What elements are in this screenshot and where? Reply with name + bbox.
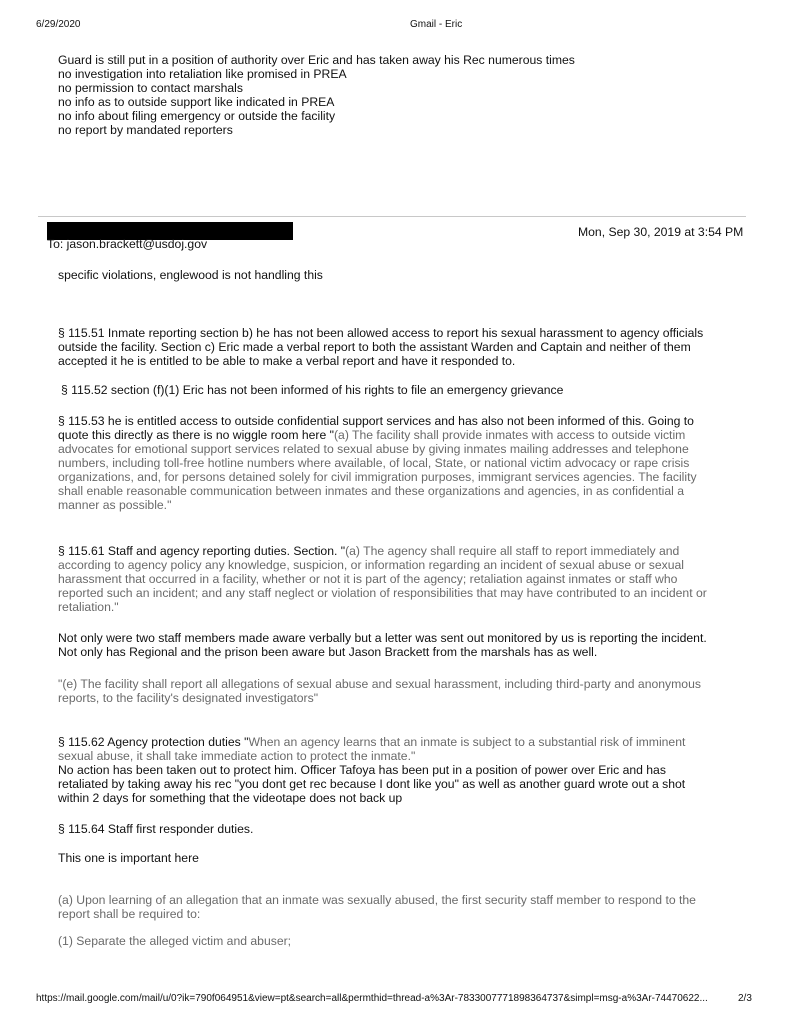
message-divider	[38, 216, 746, 217]
intro-block	[58, 53, 575, 137]
page-number: 2/3	[738, 993, 752, 1004]
message-opening: specific violations, englewood is not handling this	[58, 268, 323, 282]
section-115-51: § 115.51 Inmate reporting section b) he has not been allowed access to report his sexual harassment to agency officials outside the facility. Section c) Eric made a verbal report to both the assistant Warden and Captain and neither of them accepted it he is entitled to be able to make a verbal report and have it responded to.	[58, 326, 704, 368]
intro-line: no report by mandated reporters	[58, 123, 233, 137]
section-115-61: § 115.61 Staff and agency reporting duties. Section. "(a) The agency shall require all staff to report immediately and according to agency policy any knowledge, suspicion, or information regarding an incident of sexual abuse or sexual harassment that occurred in a facility, whether or not it is part of the agency; retaliation against inmates or staff who reported such an incident; and any staff neglect or violation of responsibilities that may have contributed to an incident or retaliation."	[58, 544, 707, 614]
intro-line: no permission to contact marshals	[58, 81, 243, 95]
section-115-64: § 115.64 Staff first responder duties.	[58, 822, 254, 836]
quote-e: "(e) The facility shall report all allegations of sexual abuse and sexual harassment, including third-party and anonymous reports, to the facility's designated investigators"	[58, 677, 701, 705]
quote-a: (a) Upon learning of an allegation that an inmate was sexually abused, the first security staff member to respond to the report shall be required to:	[58, 893, 696, 921]
footer-url: https://mail.google.com/mail/u/0?ik=790f064951&view=pt&search=all&permthid=thread-a%3Ar-7833007771898364737&simpl=msg-a%3Ar-74470622...	[36, 993, 708, 1004]
intro-line: no info about filing emergency or outside the facility	[58, 109, 336, 123]
intro-line: Guard is still put in a position of authority over Eric and has taken away his Rec numerous times	[58, 53, 575, 67]
section-115-62: § 115.62 Agency protection duties "When an agency learns that an inmate is subject to a substantial risk of imminent sexual abuse, it shall take immediate action to protect the inmate." No action has been taken out to protect him. Officer Tafoya has been put in a position of power over Eric and has retaliated by taking away his rec "you dont get rec because I dont like you" as well as another guard wrote out a shot within 2 days for something that the videotape does not back up	[58, 735, 686, 805]
message-timestamp: Mon, Sep 30, 2019 at 3:54 PM	[578, 225, 744, 239]
recipient: To: jason.brackett@usdoj.gov	[47, 237, 208, 251]
section-115-52: § 115.52 section (f)(1) Eric has not been informed of his rights to file an emergency grievance	[61, 383, 564, 397]
important-note: This one is important here	[58, 851, 199, 865]
section-115-53: § 115.53 he is entitled access to outside confidential support services and has also not been informed of this. Going to quote this directly as there is no wiggle room here "(a) The facility shall provide inmates with access to outside victim advocates for emotional support services related to sexual abuse by giving inmates mailing addresses and telephone numbers, including toll-free hotline numbers where available, of local, State, or national victim advocacy or rape crisis organizations, and, for persons detained solely for civil immigration purposes, immigrant services agencies. The facility shall enable reasonable communication between inmates and these organizations and agencies, in as confidential a manner as possible."	[58, 414, 697, 512]
quote-1: (1) Separate the alleged victim and abuser;	[58, 934, 292, 948]
print-title: Gmail - Eric	[410, 19, 463, 30]
print-date: 6/29/2020	[36, 19, 81, 30]
intro-line: no investigation into retaliation like promised in PREA	[58, 67, 347, 81]
intro-line: no info as to outside support like indicated in PREA	[58, 95, 335, 109]
not-only-paragraph: Not only were two staff members made aware verbally but a letter was sent out monitored by us is reporting the incident. Not only has Regional and the prison been aware but Jason Brackett from the marshals has as well.	[58, 631, 707, 659]
